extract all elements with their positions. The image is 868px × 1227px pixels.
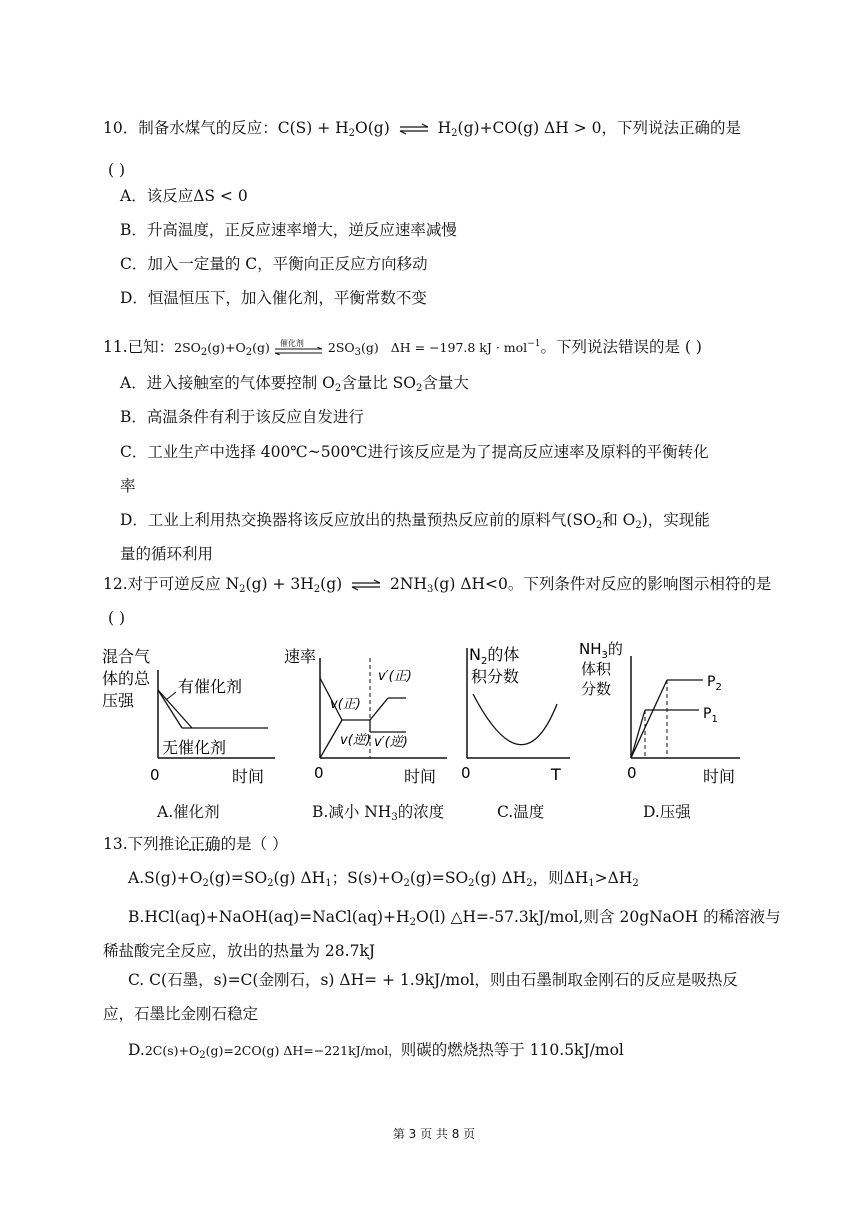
equilibrium-arrow-icon [274,347,324,355]
graph-d-xlabel: 时间 [703,767,736,786]
page-footer: 第 3 页 共 8 页 [392,1127,476,1141]
graph-b-caption: B.减小 $NH_3$的浓度 [312,803,445,823]
graph-c-xlabel: T [551,765,561,784]
graph-a-catalyst [100,640,280,790]
graph-b-ylabel: 速率 [284,647,317,666]
graph-b-label-vfwd: v(正) [330,697,361,712]
q10-option-a: A．该反应ΔS < 0 [120,187,248,205]
graph-b-rev-line [320,720,342,758]
graph-b-rate [282,640,452,790]
graph-c-origin: 0 [461,764,471,782]
graph-b-label-vfwd2: v′(正) [378,669,412,684]
graph-c-curve [473,694,557,745]
q11-option-d-cont: 量的循环利用 [120,545,214,563]
catalyst-arrow: 催化剂 [274,341,324,357]
q12-blank: ( ) [108,609,126,627]
graph-a-ylabel-2: 体的总 [102,669,151,688]
q11-equation: $2SO_2(g)+O_2(g)$ 催化剂 $2SO_3(g)$ ΔH = −197.8 kJ · mol$^{-1}$ [174,338,541,358]
q12-stem: 12.对于可逆反应 $N_2(g) + 3H_2(g)$ $2NH_3(g)$ ΔH<0。下列条件对反应的影响图示相符的是 [103,575,772,595]
graph-d-ylabel-1: $NH_3$的 [579,640,623,661]
graph-d-label-p1: $P_1$ [703,706,718,725]
graph-d-ylabel-3: 分数 [581,680,612,698]
q13-stem: 13.下列推论正确的是（ ） [103,835,288,853]
graph-d-pressure [575,636,745,790]
graph-d-curve-p1 [631,710,645,758]
graph-a-label-no-catalyst: 无催化剂 [162,738,227,757]
q10-stem: 10．制备水煤气的反应：$C(S) + H_2O(g)$ $H_2(g)+CO(g) \Delta H > 0$，下列说法正确的是 [103,119,741,139]
q10-blank: ( ) [108,161,126,179]
graph-b-label-vrev2: v′(逆) [374,735,408,750]
graph-a-caption: A.催化剂 [157,803,220,821]
graph-d-caption: D.压强 [643,803,691,821]
q11-stem: 11.已知：$2SO_2(g)+O_2(g)$ 催化剂 $2SO_3(g)$ ΔH = −197.8 kJ · mol$^{-1}$。下列说法错误的是 ( ) [103,338,702,358]
q11-option-b: B．高温条件有利于该反应自发进行 [120,408,364,426]
graph-a-ylabel-3: 压强 [102,691,135,710]
q13-option-a: $A.S(g)+O_2(g)=SO_2(g)$ $\Delta H_1$；$S(s)+O_2(g)=SO_2(g)$ $\Delta H_2$，则$\Delta H_1>\Delta H_2$ [128,869,639,889]
graph-c-temperature [455,640,575,790]
q13-option-c: C. C(石墨，s)=C(金刚石，s) ΔH= + 1.9kJ/mol，则由石墨制取金刚石的反应是吸热反 [128,971,738,989]
graph-a-label-catalyst: 有催化剂 [178,677,243,696]
graph-b-origin: 0 [314,764,324,782]
q11-option-d: D．工业上利用热交换器将该反应放出的热量预热反应前的原料气($SO_2$和 $O_2$)，实现能 [120,511,710,531]
q10-option-c: C．加入一定量的 C，平衡向正反应方向移动 [120,255,428,273]
graph-d-label-p2: $P_2$ [707,674,722,693]
q13-option-d: $D.2C(s)+O_2(g)=2CO(g)$ ΔH=−221kJ/mol，则碳的燃烧热等于 110.5kJ/mol [128,1041,624,1061]
graph-d-origin: 0 [627,764,637,782]
equilibrium-arrow-icon [399,123,429,135]
q13-option-b: $B.HCl(aq)+NaOH(aq)=NaCl(aq)+H_2O(l)$ △H=-57.3kJ/mol,则含 20gNaOH 的稀溶液与 [128,908,781,928]
graph-b-xlabel: 时间 [404,767,437,786]
equilibrium-arrow-icon [351,579,381,591]
graph-a-xlabel: 时间 [232,767,265,786]
graph-d-curve-p2 [631,680,667,758]
q11-option-c: C．工业生产中选择 400℃~500℃进行该反应是为了提高反应速率及原料的平衡转化 [120,443,709,461]
q10-option-d: D．恒温恒压下，加入催化剂，平衡常数不变 [120,289,427,307]
q10-option-b: B．升高温度，正反应速率增大，逆反应速率减慢 [120,221,457,239]
q13-option-b-cont: 稀盐酸完全反应，放出的热量为 28.7kJ [103,942,376,960]
q11-option-c-cont: 率 [120,477,136,495]
q11-option-a: A．进入接触室的气体要控制 $O_2$含量比 $SO_2$含量大 [120,374,469,394]
q13-option-c-cont: 应，石墨比金刚石稳定 [103,1005,259,1023]
graph-a-origin: 0 [150,766,160,784]
graph-d-ylabel-2: 体积 [581,660,612,678]
graph-b-label-vrev: v(逆) [340,733,371,748]
graph-a-ylabel-1: 混合气 [102,647,151,666]
graph-c-ylabel-1: $N_2$的体 [469,645,520,667]
graph-c-ylabel-2: 积分数 [471,667,520,686]
graph-c-caption: C.温度 [497,803,545,821]
